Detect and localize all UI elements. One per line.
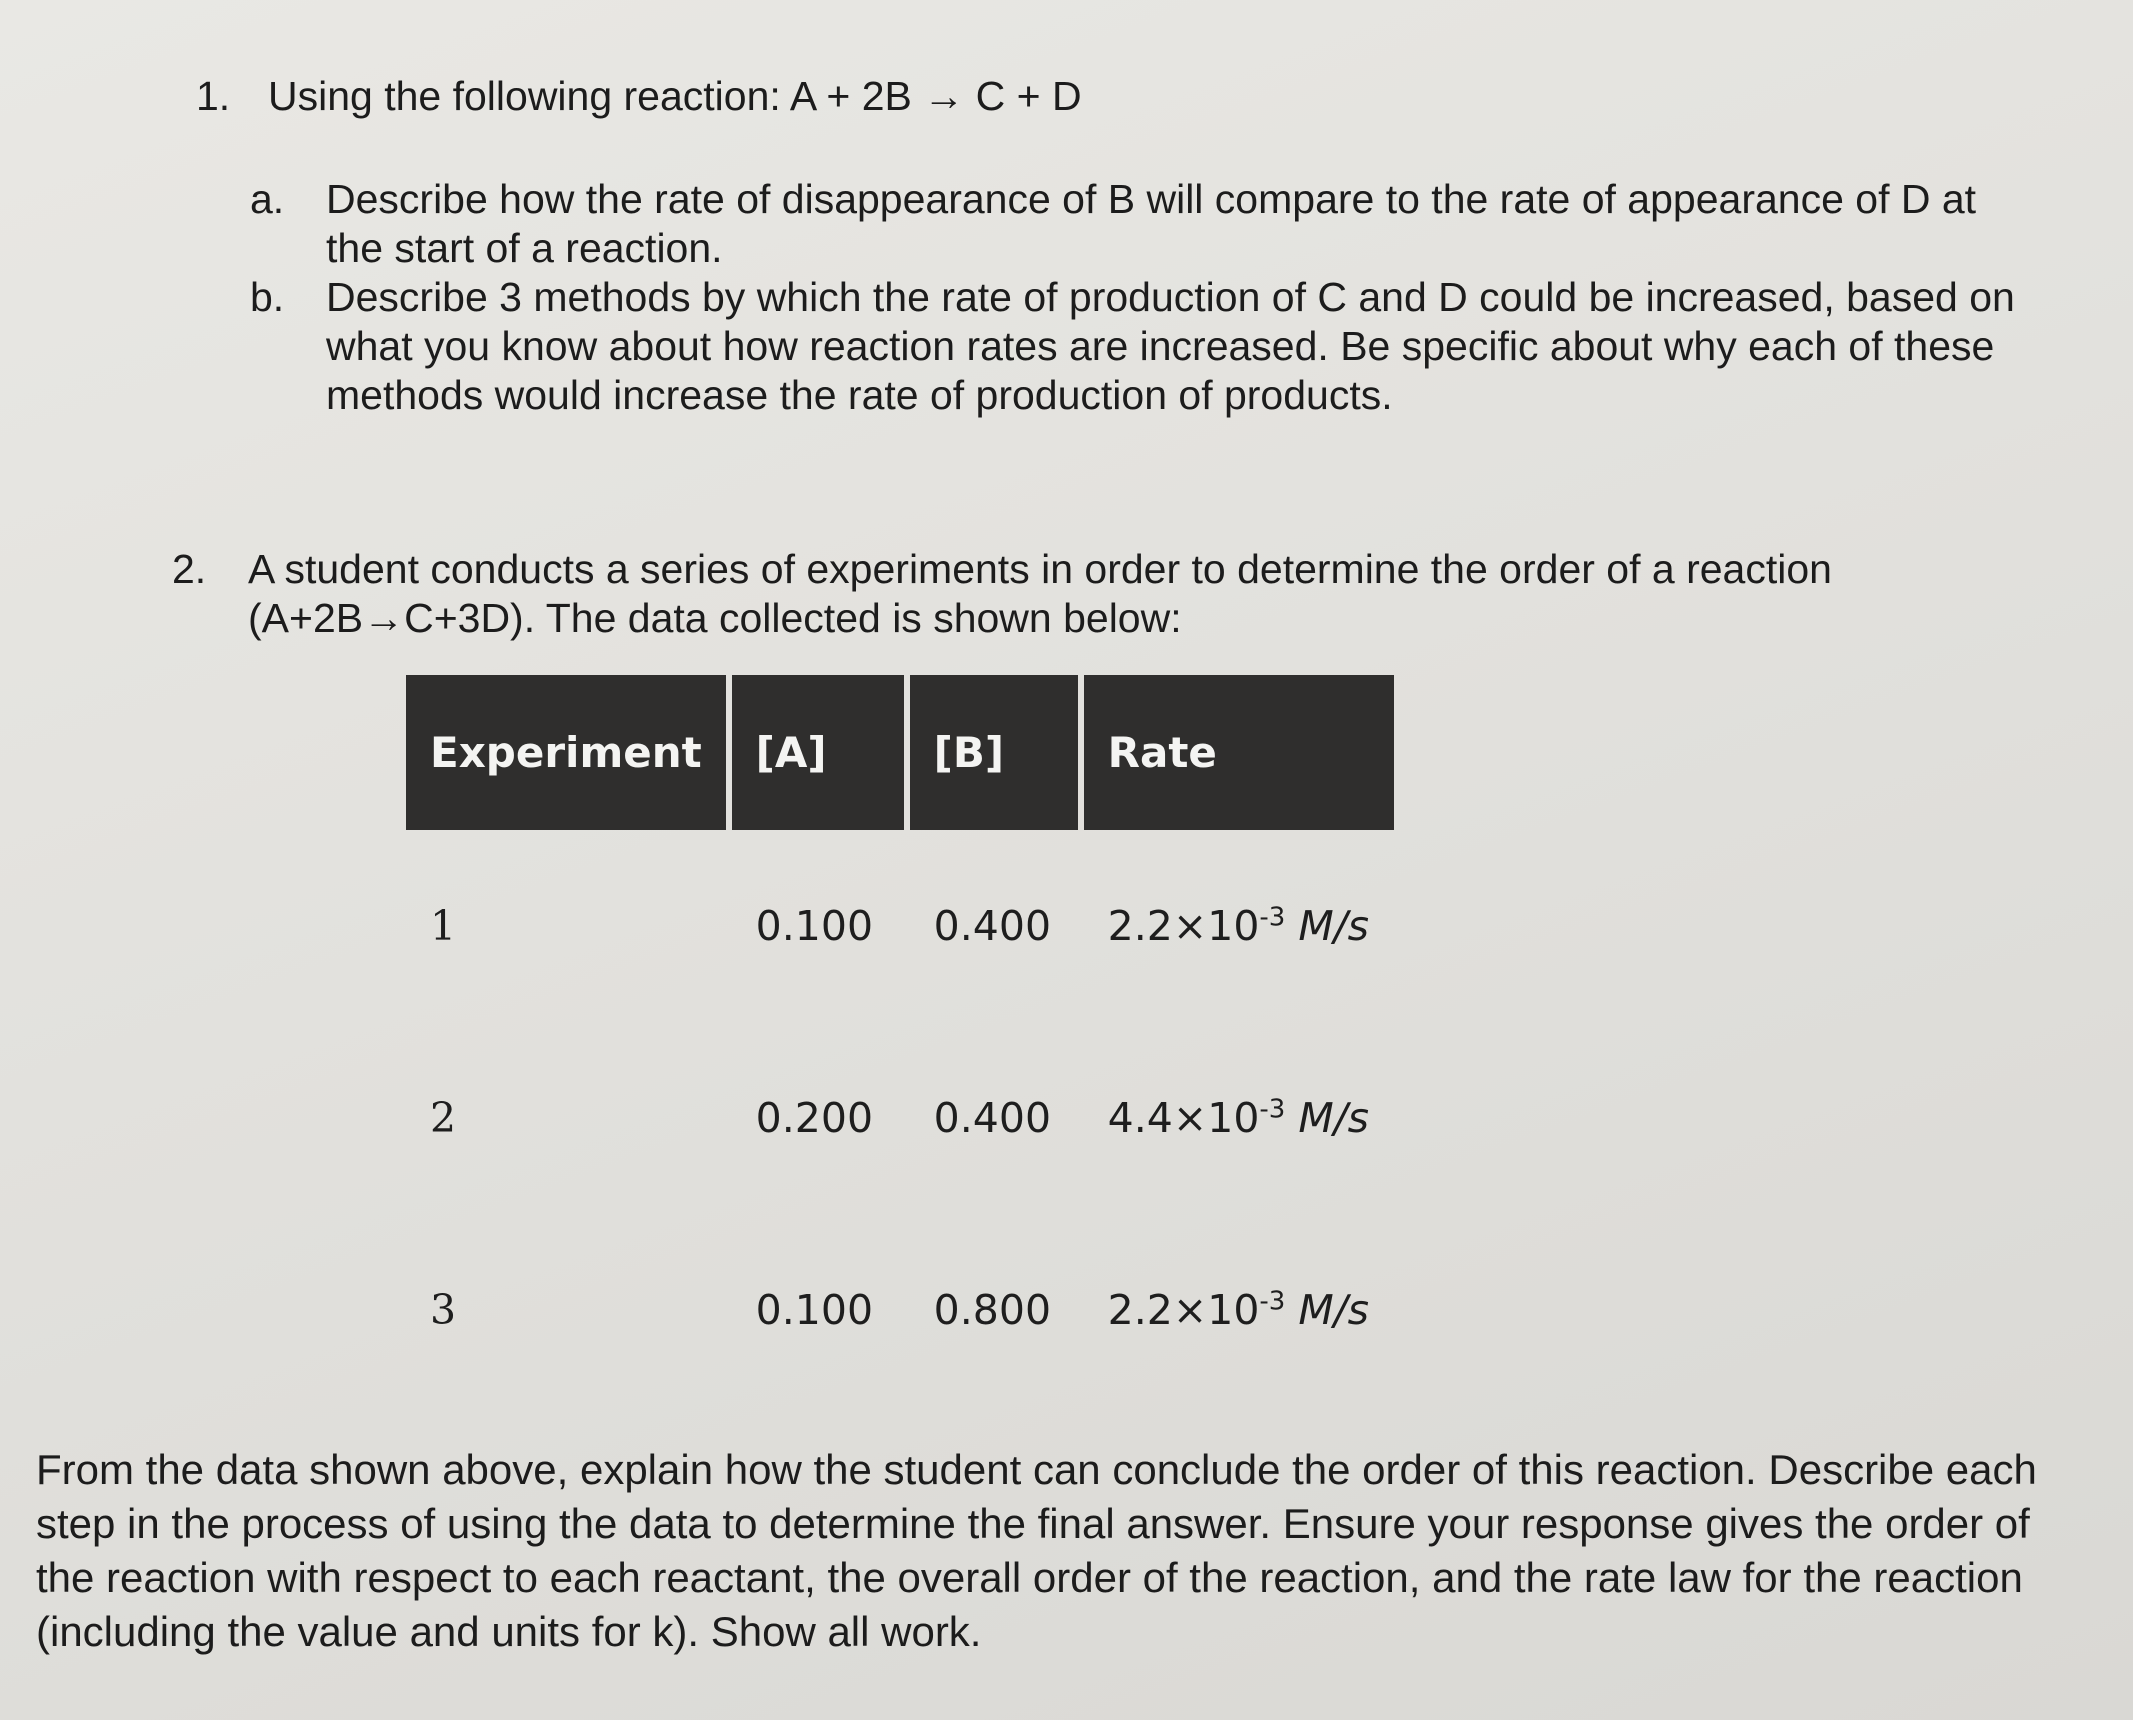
- question-number: 2.: [172, 546, 207, 592]
- header-experiment: Experiment: [406, 675, 726, 830]
- part-text: Describe 3 methods by which the rate of production of C and D could be increased, based on what you know about how reaction rates are increased. Be specific about why each of these methods would increase the rate of production of products.: [326, 274, 2015, 418]
- question-stem: Using the following reaction: A + 2B → C + D: [268, 73, 1082, 119]
- rate-exponent: -3: [1259, 1286, 1286, 1317]
- cell-experiment: 1: [430, 902, 457, 950]
- rate-exponent: -3: [1259, 902, 1286, 933]
- cell-b: 0.400: [933, 1094, 1052, 1142]
- cell-experiment: 3: [430, 1286, 457, 1334]
- rate-mantissa: 2.2×10: [1107, 1286, 1260, 1334]
- part-text: Describe how the rate of disappearance of B will compare to the rate of appearance of D at the start of a reaction.: [326, 176, 1977, 271]
- rate-mantissa: 2.2×10: [1107, 902, 1260, 950]
- cell-a: 0.200: [755, 1094, 874, 1142]
- rate-mantissa: 4.4×10: [1107, 1094, 1260, 1142]
- cell-b: 0.400: [933, 902, 1052, 950]
- rate-exponent: -3: [1259, 1094, 1286, 1125]
- header-concentration-a: [A]: [732, 675, 904, 830]
- part-letter: b.: [250, 274, 285, 320]
- cell-rate: [1084, 830, 1394, 1022]
- question-stem: A student conducts a series of experiments in order to determine the order of a reaction (A+2B→C+3D). The data collected is shown below:: [248, 546, 1832, 641]
- table-row: [406, 1214, 1394, 1406]
- rate-unit: M/s: [1298, 902, 1369, 950]
- header-rate: Rate: [1084, 675, 1394, 830]
- cell-a: 0.100: [755, 902, 874, 950]
- cell-rate: [1084, 1022, 1394, 1214]
- rate-unit: M/s: [1298, 1094, 1369, 1142]
- table-header-row: [406, 675, 1394, 830]
- rate-unit: M/s: [1298, 1286, 1369, 1334]
- part-letter: a.: [250, 176, 285, 222]
- header-concentration-b: [B]: [910, 675, 1078, 830]
- cell-rate: [1084, 1214, 1394, 1406]
- table-row: [406, 830, 1394, 1022]
- cell-experiment: 2: [430, 1094, 457, 1142]
- question-number: 1.: [196, 73, 231, 119]
- cell-b: 0.800: [933, 1286, 1052, 1334]
- cell-a: 0.100: [755, 1286, 874, 1334]
- closing-instructions: From the data shown above, explain how the student can conclude the order of this reaction. Describe each step in the process of using the data to determine the final answer. Ensure your response gives the order of the reaction with respect to each reactant, the overall order of the reaction, and the rate law for the reaction (including the value and units for k). Show all work.: [36, 1446, 2037, 1655]
- table-row: [406, 1022, 1394, 1214]
- experiment-data-table: [400, 675, 1400, 1406]
